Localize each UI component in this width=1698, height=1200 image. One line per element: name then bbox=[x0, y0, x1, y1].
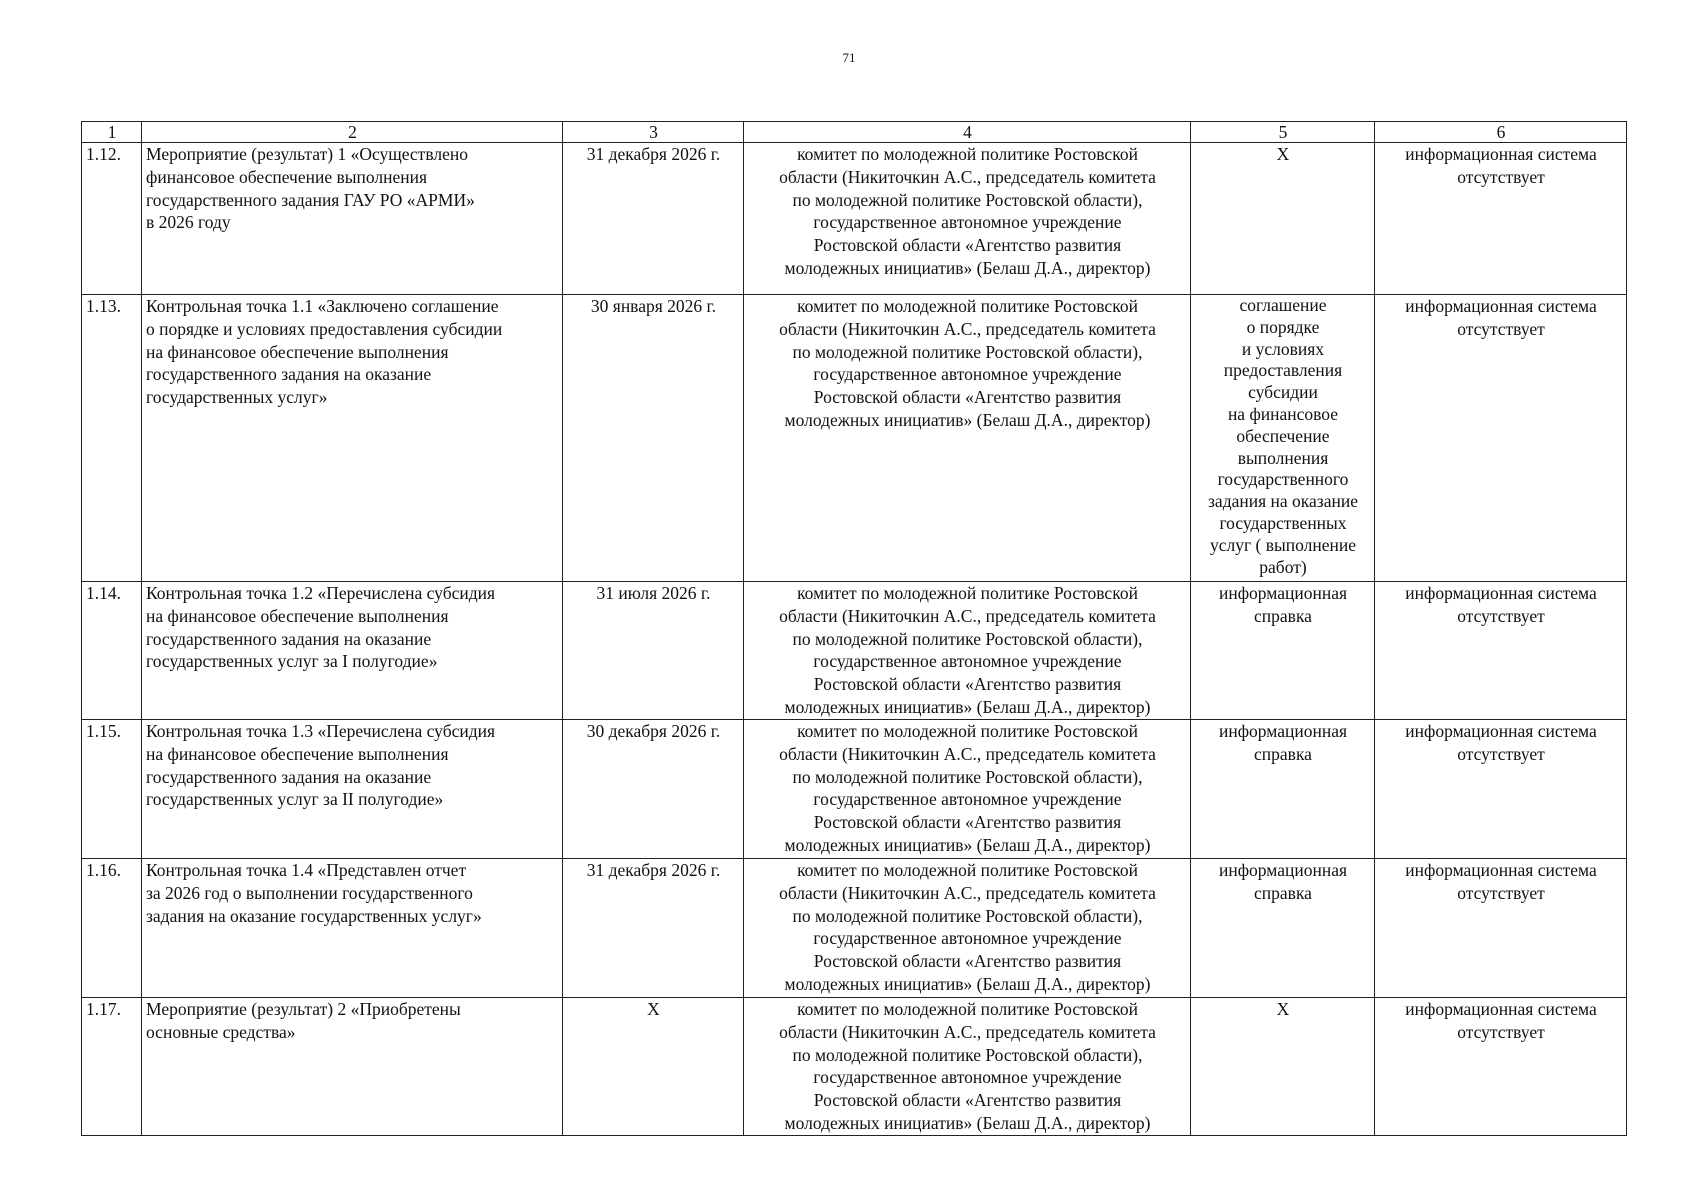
due-date: 30 декабря 2026 г. bbox=[563, 720, 744, 859]
column-header: 3 bbox=[563, 122, 744, 143]
row-number: 1.17. bbox=[82, 998, 142, 1136]
event-name: Мероприятие (результат) 2 «Приобретены основные средства» bbox=[142, 998, 563, 1136]
responsible-executor: комитет по молодежной политике Ростовской области (Никиточкин А.С., председатель комитета по молодежной политике Ростовской области), государственное автономное учреждение Ростовской области «Агентство развития молодежных инициатив» (Белаш Д.А., директор) bbox=[744, 582, 1191, 720]
due-date: 31 июля 2026 г. bbox=[563, 582, 744, 720]
responsible-executor: комитет по молодежной политике Ростовской области (Никиточкин А.С., председатель комитета по молодежной политике Ростовской области), государственное автономное учреждение Ростовской области «Агентство развития молодежных инициатив» (Белаш Д.А., директор) bbox=[744, 720, 1191, 859]
page-number: 71 bbox=[842, 50, 856, 65]
confirming-document: информационная справка bbox=[1191, 859, 1375, 998]
information-system: информационная система отсутствует bbox=[1375, 720, 1627, 859]
information-system: информационная система отсутствует bbox=[1375, 859, 1627, 998]
event-name: Контрольная точка 1.4 «Представлен отчет за 2026 год о выполнении государственного задания на оказание государственных услуг» bbox=[142, 859, 563, 998]
row-number: 1.13. bbox=[82, 295, 142, 582]
due-date: 31 декабря 2026 г. bbox=[563, 143, 744, 295]
row-number: 1.15. bbox=[82, 720, 142, 859]
plan-table bbox=[81, 121, 1627, 1136]
column-header: 6 bbox=[1375, 122, 1627, 143]
confirming-document: Х bbox=[1191, 998, 1375, 1136]
table-row bbox=[82, 998, 1627, 1136]
due-date: 30 января 2026 г. bbox=[563, 295, 744, 582]
confirming-document: информационная справка bbox=[1191, 582, 1375, 720]
information-system: информационная система отсутствует bbox=[1375, 295, 1627, 582]
table-row bbox=[82, 295, 1627, 582]
column-header: 4 bbox=[744, 122, 1191, 143]
event-name: Контрольная точка 1.2 «Перечислена субсидия на финансовое обеспечение выполнения государственного задания на оказание государственных услуг за I полугодие» bbox=[142, 582, 563, 720]
event-name: Контрольная точка 1.3 «Перечислена субсидия на финансовое обеспечение выполнения государственного задания на оказание государственных услуг за II полугодие» bbox=[142, 720, 563, 859]
column-header: 2 bbox=[142, 122, 563, 143]
information-system: информационная система отсутствует bbox=[1375, 582, 1627, 720]
row-number: 1.14. bbox=[82, 582, 142, 720]
due-date: 31 декабря 2026 г. bbox=[563, 859, 744, 998]
responsible-executor: комитет по молодежной политике Ростовской области (Никиточкин А.С., председатель комитета по молодежной политике Ростовской области), государственное автономное учреждение Ростовской области «Агентство развития молодежных инициатив» (Белаш Д.А., директор) bbox=[744, 859, 1191, 998]
table-row bbox=[82, 720, 1627, 859]
column-header: 5 bbox=[1191, 122, 1375, 143]
information-system: информационная система отсутствует bbox=[1375, 143, 1627, 295]
confirming-document: информационная справка bbox=[1191, 720, 1375, 859]
row-number: 1.16. bbox=[82, 859, 142, 998]
responsible-executor: комитет по молодежной политике Ростовской области (Никиточкин А.С., председатель комитета по молодежной политике Ростовской области), государственное автономное учреждение Ростовской области «Агентство развития молодежных инициатив» (Белаш Д.А., директор) bbox=[744, 143, 1191, 295]
confirming-document: Х bbox=[1191, 143, 1375, 295]
information-system: информационная система отсутствует bbox=[1375, 998, 1627, 1136]
due-date: Х bbox=[563, 998, 744, 1136]
confirming-document: соглашение о порядке и условиях предоставления субсидии на финансовое обеспечение выполнения государственного задания на оказание государственных услуг ( выполнение работ) bbox=[1191, 295, 1375, 582]
responsible-executor: комитет по молодежной политике Ростовской области (Никиточкин А.С., председатель комитета по молодежной политике Ростовской области), государственное автономное учреждение Ростовской области «Агентство развития молодежных инициатив» (Белаш Д.А., директор) bbox=[744, 998, 1191, 1136]
column-header: 1 bbox=[82, 122, 142, 143]
responsible-executor: комитет по молодежной политике Ростовской области (Никиточкин А.С., председатель комитета по молодежной политике Ростовской области), государственное автономное учреждение Ростовской области «Агентство развития молодежных инициатив» (Белаш Д.А., директор) bbox=[744, 295, 1191, 582]
table-row bbox=[82, 582, 1627, 720]
row-number: 1.12. bbox=[82, 143, 142, 295]
table-row bbox=[82, 143, 1627, 295]
table-row bbox=[82, 859, 1627, 998]
event-name: Контрольная точка 1.1 «Заключено соглашение о порядке и условиях предоставления субсидии на финансовое обеспечение выполнения государственного задания на оказание государственных услуг» bbox=[142, 295, 563, 582]
event-name: Мероприятие (результат) 1 «Осуществлено финансовое обеспечение выполнения государственного задания ГАУ РО «АРМИ» в 2026 году bbox=[142, 143, 563, 295]
table-header-row bbox=[82, 122, 1627, 143]
